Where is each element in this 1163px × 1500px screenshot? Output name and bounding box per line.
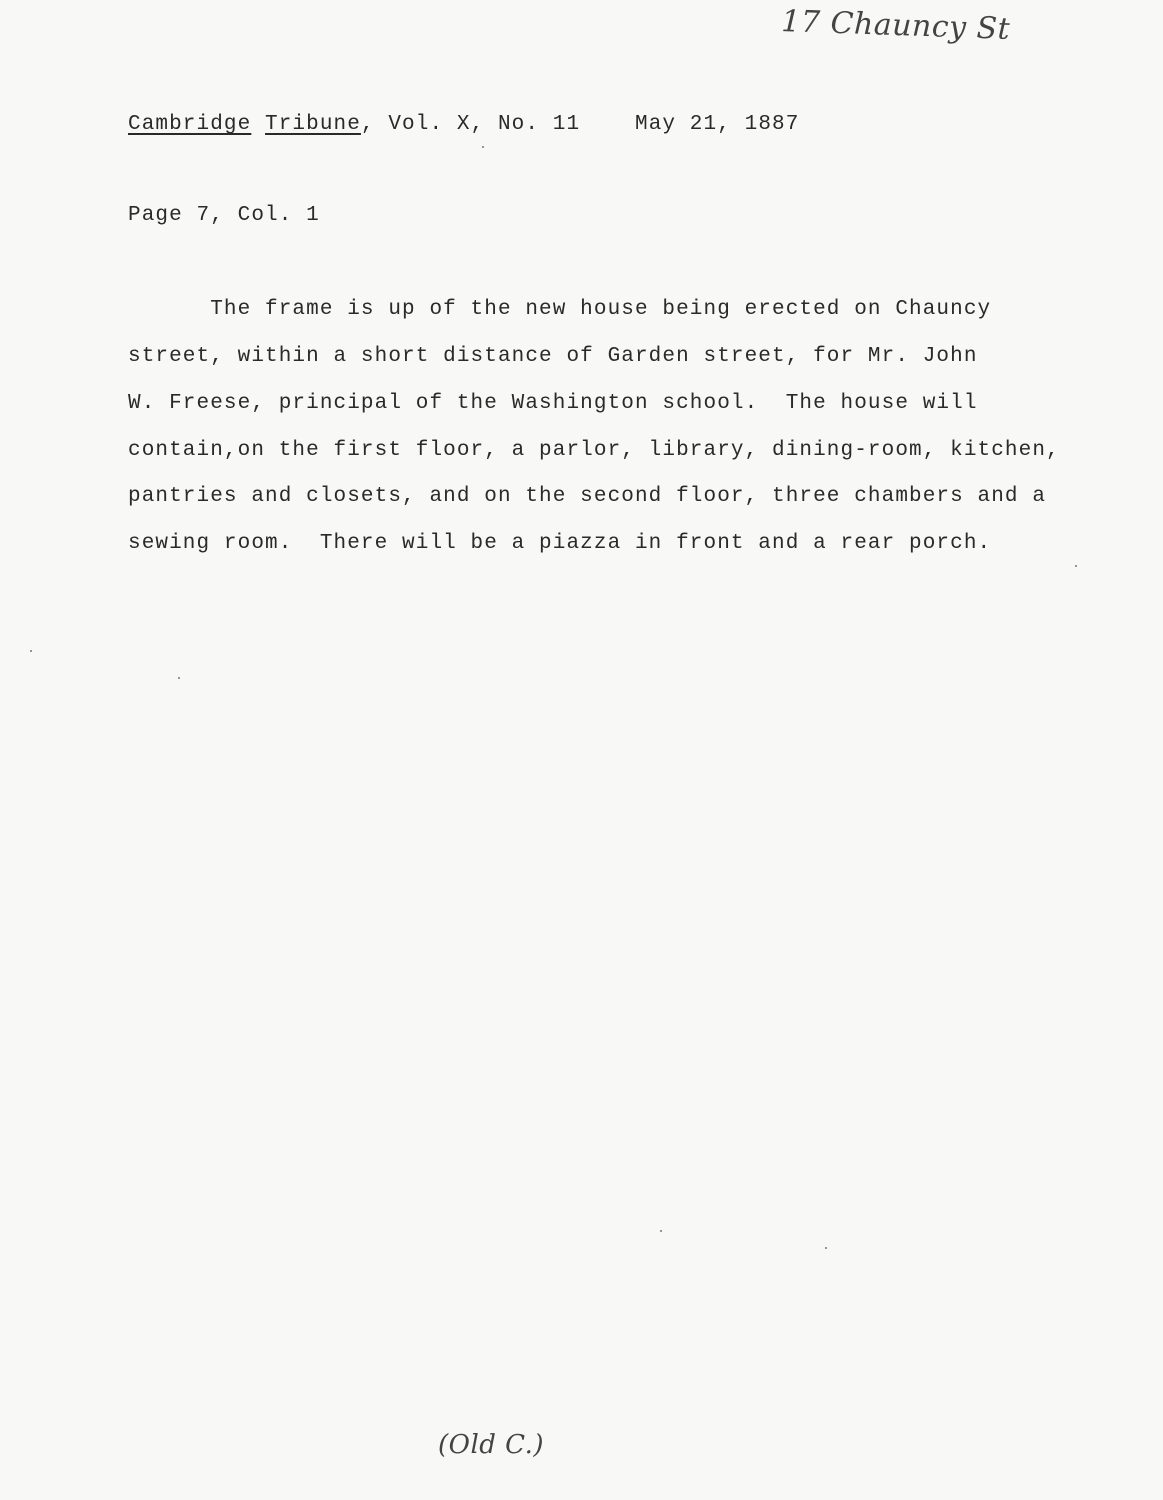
volume-issue: , Vol. X, No. 11	[360, 113, 581, 136]
body-line: sewing room. There will be a piazza in front and a rear porch.	[128, 532, 992, 555]
body-line: contain,on the first floor, a parlor, library, dining-room, kitchen,	[128, 439, 1060, 462]
newspaper-name-part2: Tribune	[265, 113, 361, 136]
handwritten-note-bottom: (Old C.)	[438, 1430, 545, 1460]
paper-speck	[660, 1230, 662, 1232]
paper-speck	[30, 650, 32, 652]
body-line: pantries and closets, and on the second floor, three chambers and a	[128, 485, 1047, 508]
paper-speck	[178, 677, 180, 679]
body-line: W. Freese, principal of the Washington school. The house will	[128, 392, 978, 415]
publication-date: May 21, 1887	[635, 113, 800, 136]
body-line: The frame is up of the new house being erected on Chauncy	[128, 298, 992, 321]
paper-speck	[825, 1247, 827, 1249]
handwritten-address-annotation: 17 Chauncy St	[780, 4, 1011, 47]
page-column-reference: Page 7, Col. 1	[128, 204, 320, 227]
paper-speck	[482, 146, 484, 148]
body-line: street, within a short distance of Garden street, for Mr. John	[128, 345, 978, 368]
paper-speck	[1075, 565, 1077, 567]
citation-header	[128, 113, 799, 136]
newspaper-name-part1: Cambridge	[128, 113, 252, 136]
